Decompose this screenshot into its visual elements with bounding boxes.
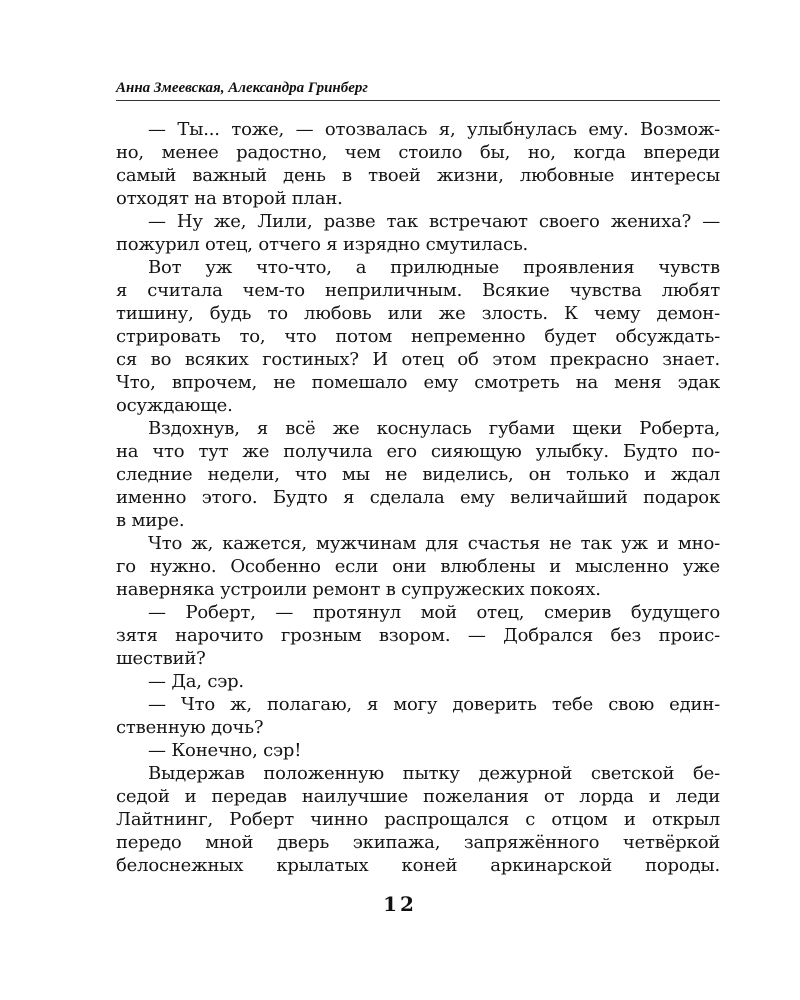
text-line: шествий? xyxy=(116,648,206,669)
text-line: — Конечно, сэр! xyxy=(148,740,302,761)
text-line: в мире. xyxy=(116,510,185,531)
body-text xyxy=(116,118,720,877)
page-number: 12 xyxy=(383,892,417,916)
text-line: Что ж, кажется, мужчинам для счастья не так уж и мно- xyxy=(148,533,720,554)
text-line: ственную дочь? xyxy=(116,717,264,738)
text-line: но, менее радостно, чем стоило бы, но, когда впереди xyxy=(116,142,720,163)
text-line: самый важный день в твоей жизни, любовные интересы xyxy=(116,165,720,186)
text-line: — Ты... тоже, — отозвалась я, улыбнулась ему. Возмож- xyxy=(148,119,720,140)
text-line: — Да, сэр. xyxy=(148,671,244,692)
text-line: именно этого. Будто я сделала ему величайший подарок xyxy=(116,487,720,508)
text-line: передо мной дверь экипажа, запряжённого четвёркой xyxy=(116,832,720,853)
text-line: наверняка устроили ремонт в супружеских покоях. xyxy=(116,579,601,600)
text-line: я считала чем-то неприличным. Всякие чувства любят xyxy=(116,280,720,301)
text-line: отходят на второй план. xyxy=(116,188,343,209)
text-line: — Ну же, Лили, разве так встречают своего жениха? — xyxy=(148,211,720,232)
text-line: го нужно. Особенно если они влюблены и мысленно уже xyxy=(116,556,720,577)
text-line: седой и передав наилучшие пожелания от лорда и леди xyxy=(116,786,720,807)
text-line: стрировать то, что потом непременно будет обсуждать- xyxy=(116,326,720,347)
text-line: белоснежных крылатых коней аркинарской породы. xyxy=(116,855,720,876)
text-line: — Что ж, полагаю, я могу доверить тебе свою един- xyxy=(148,694,720,715)
text-line: тишину, будь то любовь или же злость. К чему демон- xyxy=(116,303,720,324)
text-line: Выдержав положенную пытку дежурной светской бе- xyxy=(148,763,720,784)
text-line: зятя нарочито грозным взором. — Добрался без проис- xyxy=(116,625,720,646)
text-line: пожурил отец, отчего я изрядно смутилась. xyxy=(116,234,529,255)
text-line: осуждающе. xyxy=(116,395,233,416)
text-line: на что тут же получила его сияющую улыбку. Будто по- xyxy=(116,441,720,462)
text-line: Что, впрочем, не помешало ему смотреть на меня эдак xyxy=(116,372,720,393)
text-line: Вот уж что-что, а прилюдные проявления чувств xyxy=(148,257,720,278)
running-head-authors: Анна Змеевская, Александра Гринберг xyxy=(116,80,368,96)
text-line: следние недели, что мы не виделись, он только и ждал xyxy=(116,464,720,485)
text-line: ся во всяких гостиных? И отец об этом прекрасно знает. xyxy=(116,349,720,370)
text-line: Вздохнув, я всё же коснулась губами щеки Роберта, xyxy=(148,418,720,439)
text-line: Лайтнинг, Роберт чинно распрощался с отцом и открыл xyxy=(116,809,720,830)
text-line: — Роберт, — протянул мой отец, смерив будущего xyxy=(148,602,720,623)
header-rule xyxy=(116,100,720,101)
